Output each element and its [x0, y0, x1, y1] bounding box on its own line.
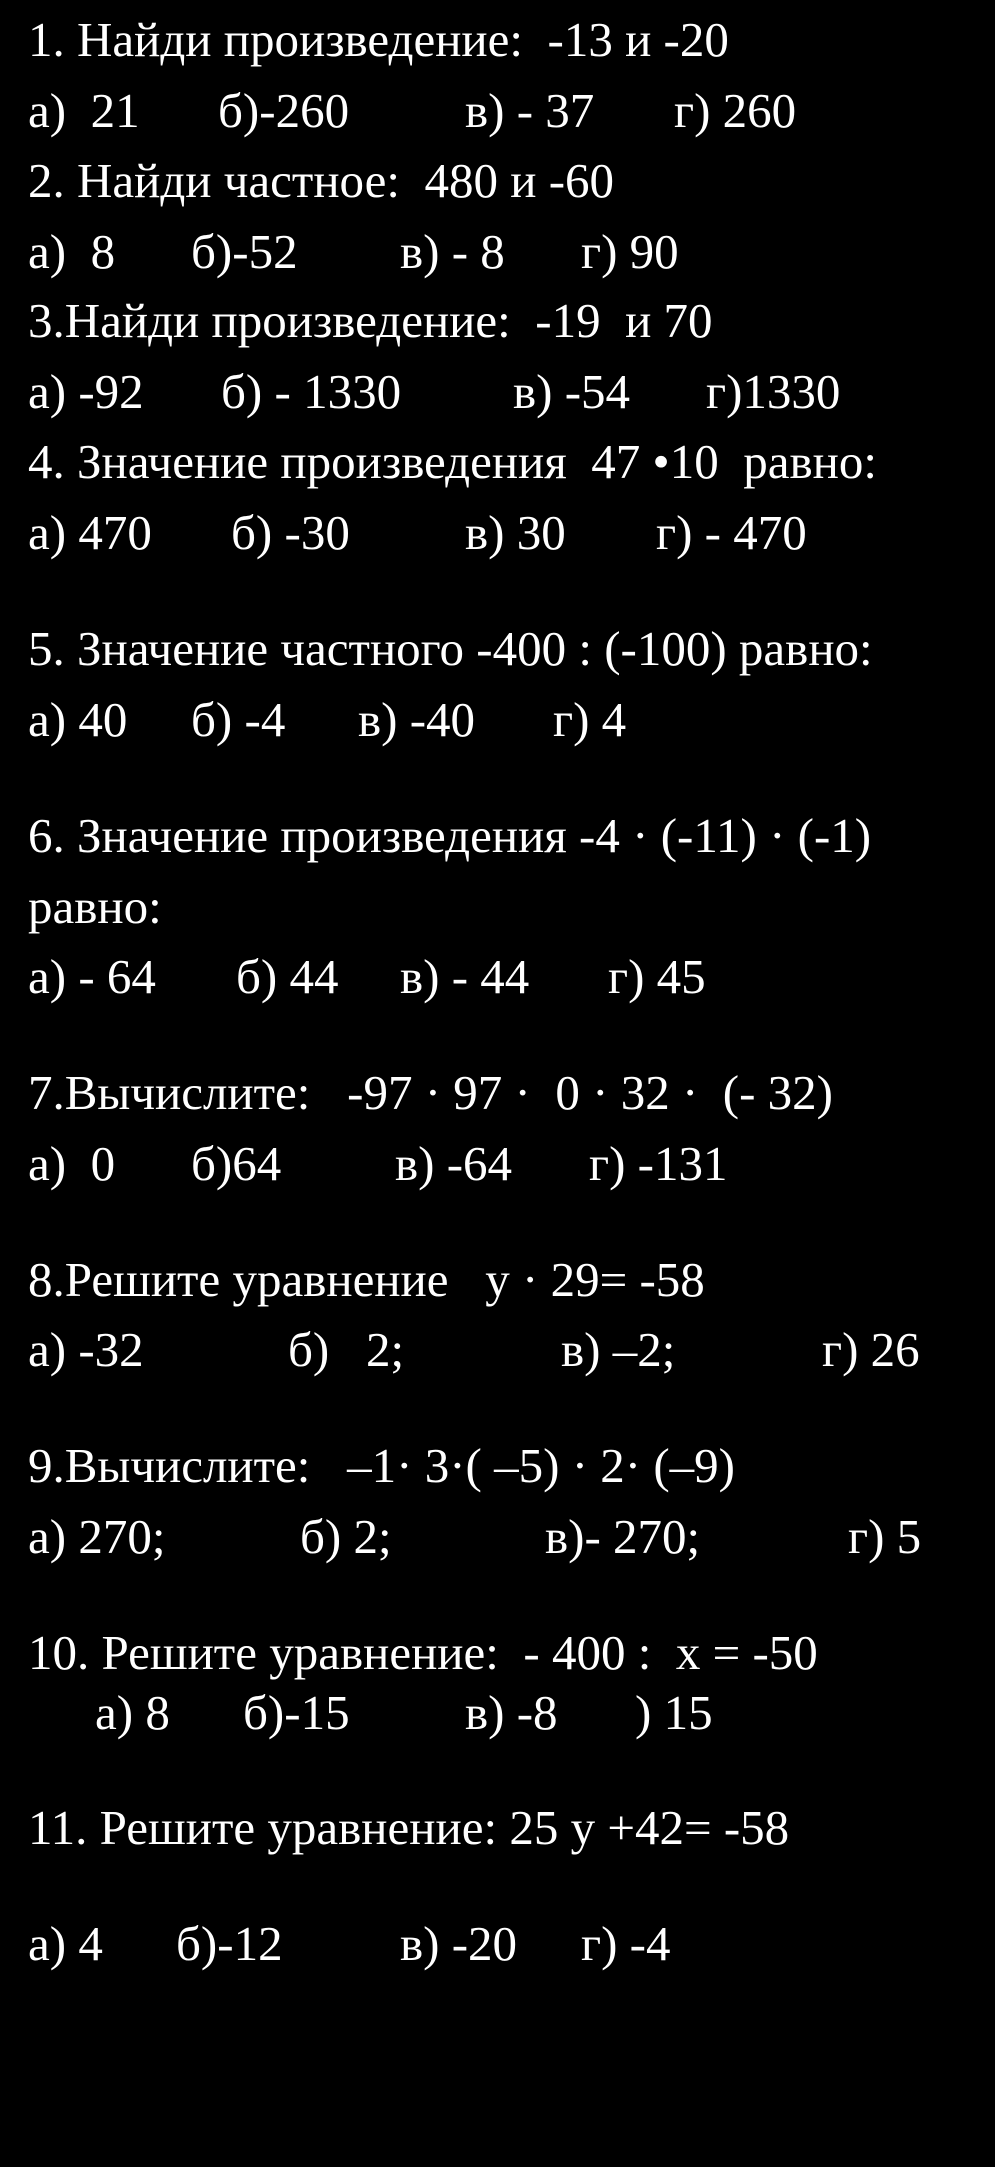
question-11-option-a: а) 4 — [28, 1916, 103, 1971]
question-1-text: 1. Найди произведение: -13 и -20 — [28, 12, 729, 67]
question-11-text: 11. Решите уравнение: 25 у +42= -58 — [28, 1800, 790, 1855]
question-4-option-b: б) -30 — [231, 505, 350, 560]
question-8-option-d: г) 26 — [822, 1322, 920, 1377]
question-4-option-c: в) 30 — [465, 505, 566, 560]
question-1-option-d: г) 260 — [674, 83, 797, 138]
question-1-option-a: а) 21 — [28, 83, 140, 138]
question-6-option-c: в) - 44 — [400, 949, 530, 1004]
question-2-option-a: а) 8 — [28, 224, 116, 279]
question-11-option-c: в) -20 — [400, 1916, 518, 1971]
question-8-text: 8.Решите уравнение у · 29= -58 — [28, 1252, 705, 1307]
question-5-text: 5. Значение частного -400 : (-100) равно: — [28, 621, 873, 676]
question-2-text: 2. Найди частное: 480 и -60 — [28, 153, 615, 208]
question-9-text: 9.Вычислите: –1· 3·( –5) · 2· (–9) — [28, 1438, 735, 1493]
question-9-option-b: б) 2; — [300, 1509, 392, 1564]
question-3-option-d: г)1330 — [706, 364, 841, 419]
question-10-option-b: б)-15 — [243, 1685, 350, 1740]
question-5-option-b: б) -4 — [191, 692, 286, 747]
question-6-text-continued: равно: — [28, 879, 162, 934]
question-3-option-b: б) - 1330 — [221, 364, 402, 419]
question-9-option-d: г) 5 — [848, 1509, 922, 1564]
question-2-option-d: г) 90 — [581, 224, 679, 279]
question-6-option-a: а) - 64 — [28, 949, 156, 1004]
question-7-option-c: в) -64 — [395, 1136, 513, 1191]
question-3-text: 3.Найди произведение: -19 и 70 — [28, 293, 713, 348]
question-3-option-a: а) -92 — [28, 364, 144, 419]
question-8-option-b: б) 2; — [288, 1322, 405, 1377]
question-5-option-a: а) 40 — [28, 692, 128, 747]
question-4-text: 4. Значение произведения 47 •10 равно: — [28, 434, 877, 489]
question-7-text: 7.Вычислите: -97 · 97 · 0 · 32 · (- 32) — [28, 1065, 833, 1120]
question-2-option-b: б)-52 — [191, 224, 298, 279]
question-11-options — [28, 1916, 671, 2164]
question-6-option-d: г) 45 — [608, 949, 706, 1004]
question-5-option-c: в) -40 — [358, 692, 476, 747]
question-2-option-c: в) - 8 — [400, 224, 505, 279]
question-6-text: 6. Значение произведения -4 · (-11) · (-1) — [28, 808, 872, 863]
question-10-text: 10. Решите уравнение: - 400 : х = -50 — [28, 1625, 818, 1680]
question-8-option-c: в) –2; — [561, 1322, 676, 1377]
question-6-option-b: б) 44 — [236, 949, 339, 1004]
question-1-option-b: б)-260 — [218, 83, 350, 138]
question-10-option-c: в) -8 — [465, 1685, 558, 1740]
question-9-option-a: а) 270; — [28, 1509, 166, 1564]
question-8-option-a: а) -32 — [28, 1322, 144, 1377]
question-11-option-b: б)-12 — [176, 1916, 283, 1971]
question-3-option-c: в) -54 — [513, 364, 631, 419]
question-7-option-a: а) 0 — [28, 1136, 116, 1191]
question-11-option-d: г) -4 — [581, 1916, 671, 1971]
question-4-option-a: а) 470 — [28, 505, 152, 560]
question-7-option-d: г) -131 — [589, 1136, 728, 1191]
question-7-option-b: б)64 — [191, 1136, 282, 1191]
question-4-option-d: г) - 470 — [656, 505, 807, 560]
question-10-option-d: ) 15 — [635, 1685, 713, 1740]
question-1-option-c: в) - 37 — [465, 83, 595, 138]
question-10-option-a: а) 8 — [95, 1685, 170, 1740]
question-9-option-c: в)- 270; — [545, 1509, 701, 1564]
question-5-option-d: г) 4 — [553, 692, 627, 747]
